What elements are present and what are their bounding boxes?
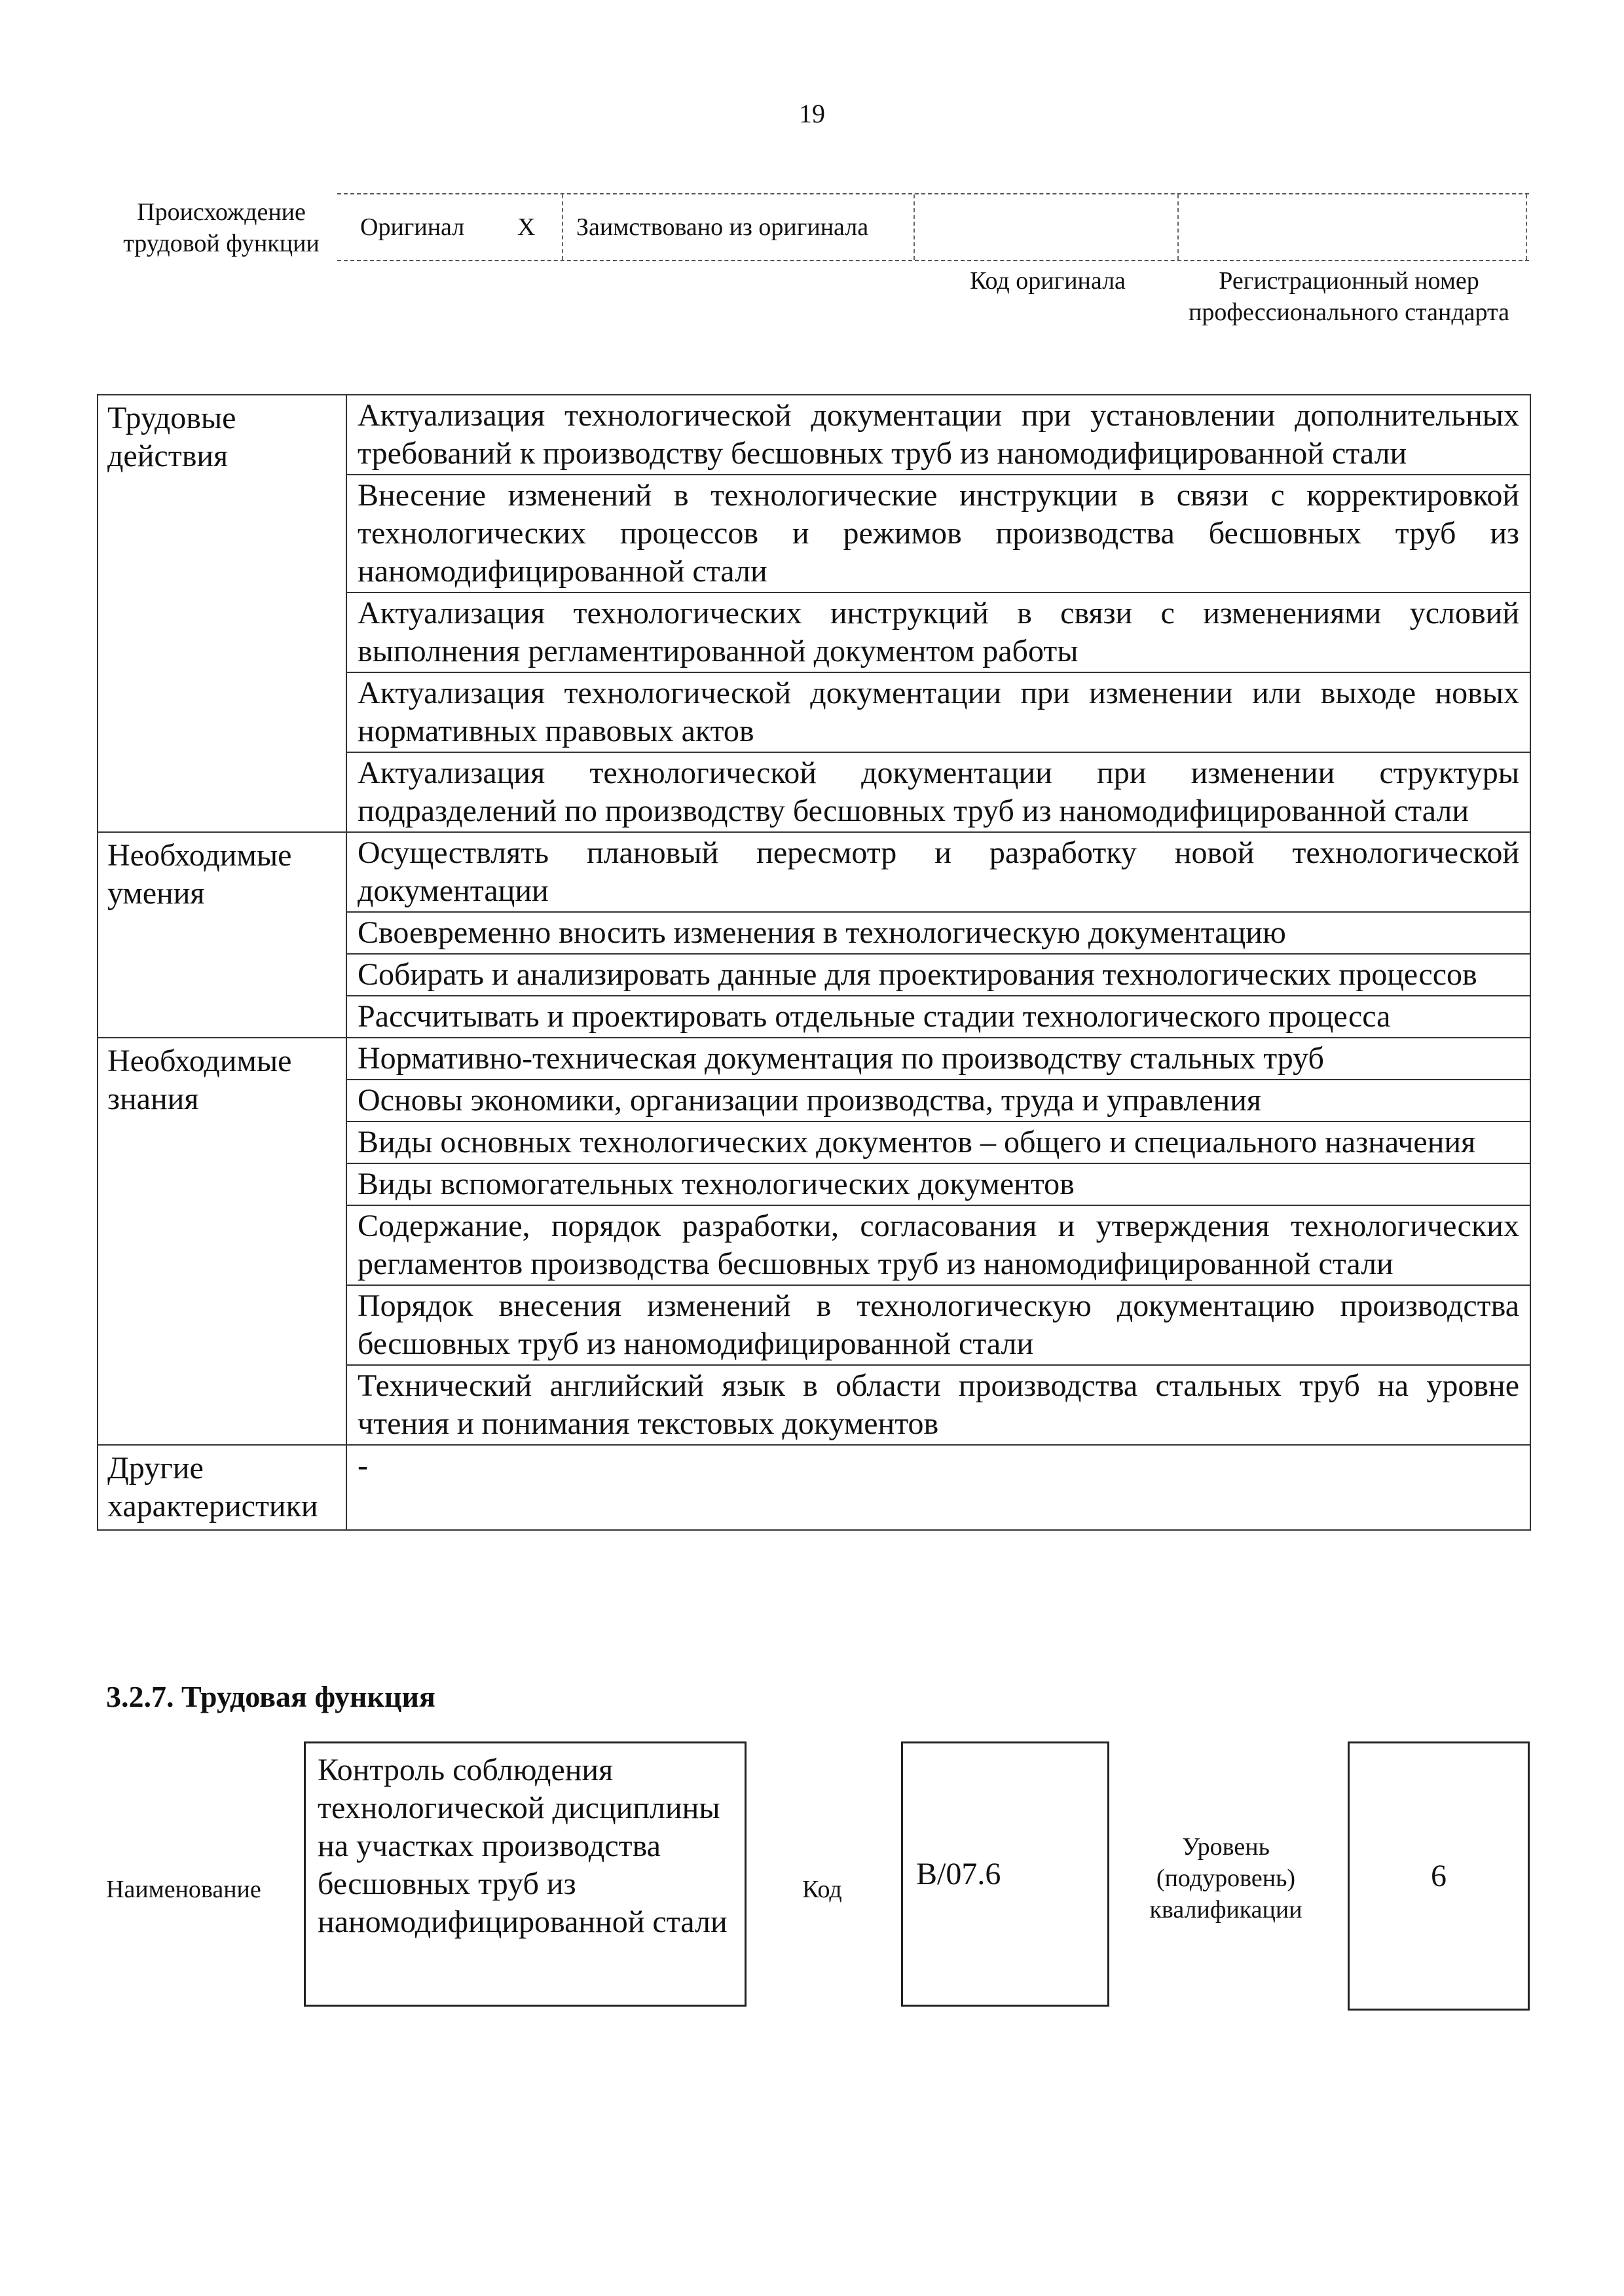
other-characteristics-value: - (346, 1445, 1530, 1530)
origin-original: Оригинал (360, 213, 465, 241)
origin-code-caption: Код оригинала (970, 267, 1126, 295)
labor-action-item: Актуализация технологической документации при установлении дополнительных требований к производству бесшовных труб из наномодифицированной стали (346, 395, 1530, 475)
skill-item: Собирать и анализировать данные для проектирования технологических процессов (346, 954, 1530, 996)
skill-item: Рассчитывать и проектировать отдельные стадии технологического процесса (346, 996, 1530, 1038)
knowledge-item: Виды основных технологических документов – общего и специального назначения (346, 1121, 1530, 1163)
labor-action-item: Внесение изменений в технологические инструкции в связи с корректировкой технологических процессов и режимов производства бесшовных труб из наномодифицированной стали (346, 475, 1530, 592)
skills-label: Необходимые умения (98, 832, 346, 1038)
table-row (98, 832, 1530, 912)
qualification-level-label: Уровень (подуровень) квалификации (1149, 1833, 1302, 1923)
origin-divider (1526, 194, 1527, 260)
function-name: Контроль соблюдения технологической дисциплины на участках производства бесшовных труб из наномодифицированной стали (304, 1741, 747, 2007)
function-code: B/07.6 (901, 1741, 1109, 2007)
knowledge-item: Содержание, порядок разработки, согласования и утверждения технологических регламентов производства бесшовных труб из наномодифицированной стали (346, 1205, 1530, 1285)
function-details-table (97, 394, 1531, 1531)
function-code-label: Код (802, 1876, 842, 1903)
knowledge-item: Основы экономики, организации производства, труда и управления (346, 1080, 1530, 1121)
qualification-level: 6 (1348, 1741, 1530, 2011)
origin-divider (1177, 194, 1179, 260)
knowledge-label: Необходимые знания (98, 1038, 346, 1445)
function-name-label: Наименование (106, 1876, 261, 1903)
origin-mark: X (517, 213, 536, 241)
origin-borrowed: Заимствовано из оригинала (576, 213, 869, 241)
origin-box (337, 193, 1529, 261)
table-row (98, 395, 1530, 475)
table-row (98, 1038, 1530, 1080)
page-number: 19 (799, 99, 825, 128)
other-characteristics-label: Другие характеристики (98, 1445, 346, 1530)
table-row (98, 1445, 1530, 1530)
knowledge-item: Нормативно-техническая документация по производству стальных труб (346, 1038, 1530, 1080)
origin-divider (562, 194, 563, 260)
origin-reg-caption: Регистрационный номер профессионального стандарта (1189, 267, 1509, 326)
labor-actions-label: Трудовые действия (98, 395, 346, 832)
knowledge-item: Виды вспомогательных технологических документов (346, 1163, 1530, 1205)
labor-action-item: Актуализация технологической документации при изменении или выходе новых нормативных правовых актов (346, 672, 1530, 752)
origin-label: Происхождение трудовой функции (123, 198, 320, 257)
section-heading: 3.2.7. Трудовая функция (106, 1680, 435, 1713)
skill-item: Своевременно вносить изменения в технологическую документацию (346, 912, 1530, 954)
knowledge-item: Технический английский язык в области производства стальных труб на уровне чтения и понимания текстовых документов (346, 1365, 1530, 1445)
knowledge-item: Порядок внесения изменений в технологическую документацию производства бесшовных труб из наномодифицированной стали (346, 1285, 1530, 1365)
origin-divider (913, 194, 915, 260)
skill-item: Осуществлять плановый пересмотр и разработку новой технологической документации (346, 832, 1530, 912)
labor-action-item: Актуализация технологической документации при изменении структуры подразделений по производству бесшовных труб из наномодифицированной стали (346, 752, 1530, 832)
labor-action-item: Актуализация технологических инструкций в связи с изменениями условий выполнения регламентированной документом работы (346, 592, 1530, 672)
